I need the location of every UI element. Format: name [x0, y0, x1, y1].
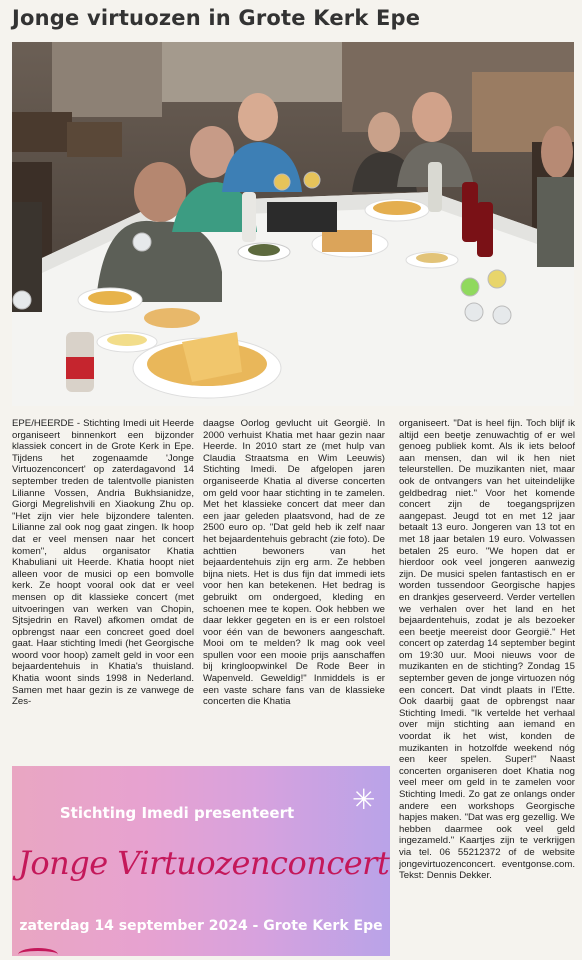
promo-title: Jonge Virtuozenconcert — [18, 844, 390, 882]
group-dinner-photo — [12, 42, 574, 406]
article-text-col3: organiseert. "Dat is heel fijn. Toch blijf ik altijd een beetje zenuwachtig of er wel genoeg publiek komt. Als ik iets beloof aan mensen, dan wil ik hen niet teleurstellen. De muzikanten niet, maar ook de ontvangers van het uiteindelijke geldbedrag niet." Voor het komende concert zijn de toegangsprijzen aangepast. Jeugd tot en met 12 jaar betaalt 13 euro. Jongeren van 13 tot en met 18 jaar betalen 19 euro. Volwassen betalen 25 euro. "We hopen dat er hierdoor ook veel jongeren aanwezig zijn. De musici spelen fantastisch en er worden tussendoor Georgische hapjes en drankjes geserveerd. Verder vertellen we verhalen over het land en het bejaardentehuis, zodat je als bezoeker een beetje meereist door Georgië." Het concert op zaterdag 14 september begint om 19:30 uur. Mooi nieuws voor de muzikanten en de stichting? Zondag 15 september geven de jonge virtuozen nóg een concert. Dat vindt plaats in l'Ette. Ook daarbij gaat de opbrengst naar Stichting Imedi. "Ik vertelde het verhaal over mijn stichting aan iemand en voordat ik het wist, konden de muzikanten in hotzolfde weekend nóg een keer spelen. Super!" Naast concerten organiseren doet Khatia nog veel meer om geld in te zamelen voor Stichting Imedi. Zo gat ze onlangs onder andere een workshops Georgische hapjes maken. "Dat was erg gezellig. We hebben daarmee ook veel geld ingezameld." Kaartjes zijn te verkrijgen via tel. 06 55212372 of de website jongevirtuozenconcert. eventgonse.com. Tekst: Dennis Dekker. — [399, 418, 575, 882]
article-headline: Jonge virtuozen in Grote Kerk Epe — [12, 6, 421, 30]
article-column-1 — [12, 418, 194, 762]
article-column-3 — [399, 418, 575, 938]
sparkle-icon: ✳ — [352, 784, 376, 815]
promo-dateline: zaterdag 14 september 2024 - Grote Kerk Epe — [19, 918, 383, 934]
article-text-col1: EPE/HEERDE - Stichting Imedi uit Heerde organiseert binnenkort een bijzonder klassiek concert in de Grote Kerk in Epe. Tijdens het zogenaamde 'Jonge Virtuozenconcert' op zaterdagavond 14 september treden de talentvolle pianisten Lilianne Vossen, Andria Bukhsianidze, Giorgi Megrelishvili en Xiaokung Zhu op. "Het zijn vier hele bijzondere talenten. Lilianne zal ook nog gaat zingen. Ik hoop dat er veel mensen naar het concert komen", aldus organisator Khatia Khabuliani uit Heerde. Khatia hoopt niet alleen voor de musici op een bomvolle kerk. Ze hoopt vooral ook dat er veel mensen op dit klassieke concert (met uitvoeringen van werken van Chopin, Sjtsjedrin en Ravel) afkomen omdat de opbrengst naar een concreet goed doel gaat. Haar stichting Imedi (het Georgische woord voor hoop) zamelt geld in voor een bejaardentehuis in Khatia's thuisland. Khatia woont sinds 1998 in Nederland. Samen met haar gezin is ze vanwege de Zes- — [12, 418, 194, 708]
article-text-col2: daagse Oorlog gevlucht uit Georgië. In 2000 verhuist Khatia met haar gezin naar Heerde. In 2010 start ze (met hulp van Claudia Straatsma en Wim Leeuwis) Stichting Imedi. De afgelopen jaren organiseerde Khatia al diverse concerten om geld voor haar stichting in te zamelen. Met het klassieke concert dat meer dan een jaar geleden plaatsvond, had de ze 2500 euro op. "Dat geld heb ik zelf naar het bejaardentehuis gebracht (zie foto). De achttien bewoners van het bejaardentehuis zijn erg arm. Ze hebben bijna niets. Het is dus fijn dat immedi iets voor hen kan betekenen. Het bedrag is gebruikt om ondergoed, kleding en schoenen mee te kopen. Ook hebben we daar lekker gegeten en is er een rolstoel voor één van de bewoners aangeschaft. Mooi om te melden? Ik mag ook veel spullen voor een mooie prijs aanschaffen bij kringloopwinkel De Rode Beer in Wapenveld. Geweldig!" Inmiddels is er een vaste schare fans van de klassieke concerten die Khatia — [203, 418, 385, 708]
decorative-swirl — [18, 948, 58, 956]
promo-presents: Stichting Imedi presenteert — [59, 804, 295, 822]
photo-illustration — [12, 42, 574, 406]
article-column-2 — [203, 418, 385, 762]
concert-promo-banner — [12, 766, 390, 956]
